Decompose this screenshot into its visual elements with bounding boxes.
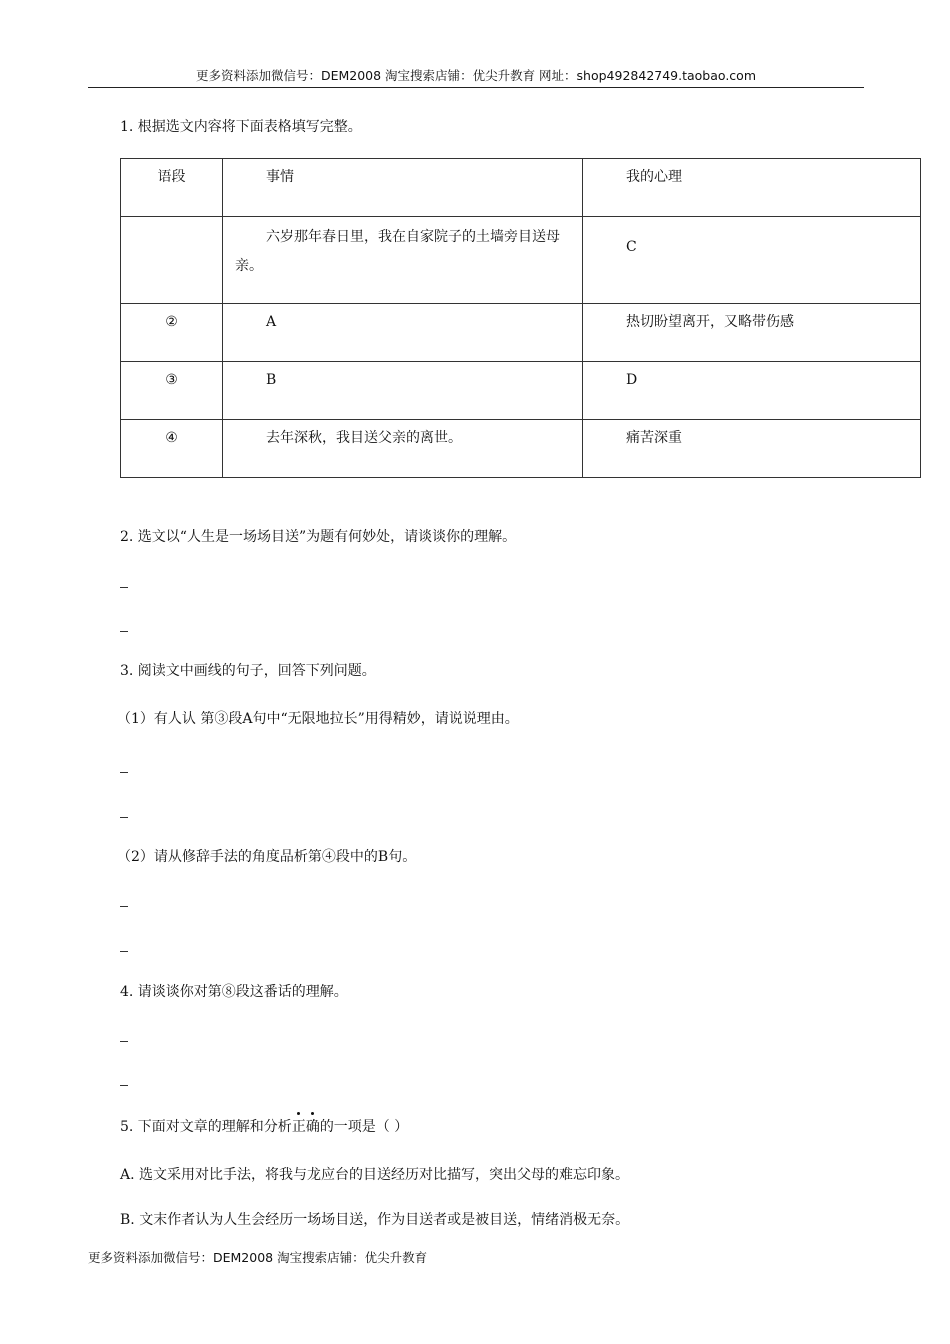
header-cell-para: 语段: [121, 159, 223, 217]
cell-para: ③: [121, 362, 223, 420]
cell-para: ④: [121, 420, 223, 478]
cell-mind: 痛苦深重: [583, 420, 921, 478]
question-2-prompt: 2. 选文以“人生是一场场目送”为题有何妙处，请谈谈你的理解。: [120, 529, 517, 545]
question-3-prompt: 3. 阅读文中画线的句子，回答下列问题。: [120, 663, 376, 679]
page-header: 更多资料添加微信号：DEM2008 淘宝搜索店铺：优尖升教育 网址：shop492842749.taobao.com: [195, 68, 757, 83]
question-5-prompt: [120, 1116, 408, 1136]
cell-event: A: [223, 304, 583, 362]
header-divider: [88, 87, 864, 88]
answer-line: [120, 951, 128, 952]
table-header-row: [121, 159, 921, 217]
table-row: [121, 362, 921, 420]
question-1-prompt: 1. 根据选文内容将下面表格填写完整。: [120, 119, 362, 135]
question-4-prompt: 4. 请谈谈你对第⑧段这番话的理解。: [120, 984, 348, 1000]
fill-in-table: [120, 158, 921, 478]
question-3-sub-2: （2）请从修辞手法的角度品析第④段中的B句。: [117, 849, 417, 865]
table-row: [121, 304, 921, 362]
option-a: A. 选文采用对比手法，将我与龙应台的目送经历对比描写，突出父母的难忘印象。: [120, 1167, 630, 1183]
table-row: [121, 420, 921, 478]
cell-event: B: [223, 362, 583, 420]
question-3-sub-1: （1）有人认 第③段A句中“无限地拉长”用得精妙，请说说理由。: [117, 711, 519, 727]
answer-line: [120, 631, 128, 632]
cell-event: 六岁那年春日里，我在自家院子的土墙旁目送母亲。: [223, 217, 583, 304]
cell-mind: C: [583, 217, 921, 304]
answer-line: [120, 772, 128, 773]
page-footer: 更多资料添加微信号：DEM2008 淘宝搜索店铺：优尖升教育: [88, 1250, 428, 1265]
cell-event: 去年深秋，我目送父亲的离世。: [223, 420, 583, 478]
option-b: B. 文末作者认为人生会经历一场场目送，作为目送者或是被目送，情绪消极无奈。: [120, 1212, 630, 1228]
emphasized-char: 正: [291, 1119, 306, 1135]
answer-line: [120, 1085, 128, 1086]
cell-mind: 热切盼望离开，又略带伤感: [583, 304, 921, 362]
header-cell-event: 事情: [223, 159, 583, 217]
header-cell-mind: 我的心理: [583, 159, 921, 217]
answer-line: [120, 906, 128, 907]
cell-para: [121, 217, 223, 304]
question-5-prompt-end: 的一项是（ ）: [319, 1119, 409, 1135]
question-5-prompt-start: 5. 下面对文章的理解和分析: [120, 1119, 292, 1135]
cell-para: ②: [121, 304, 223, 362]
cell-mind: D: [583, 362, 921, 420]
answer-line: [120, 817, 128, 818]
answer-line: [120, 587, 128, 588]
emphasized-char: 确: [305, 1119, 320, 1135]
table-row: [121, 217, 921, 304]
answer-line: [120, 1041, 128, 1042]
